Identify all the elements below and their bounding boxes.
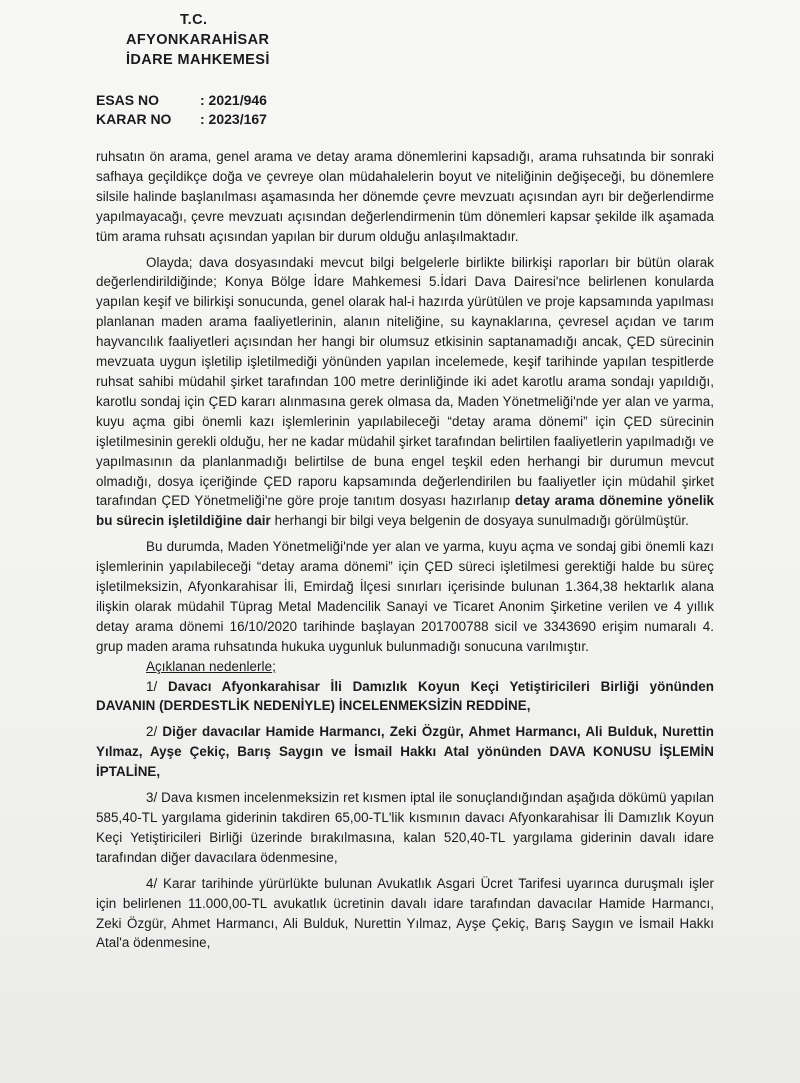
header-court: İDARE MAHKEMESİ	[126, 52, 270, 68]
header-city: AFYONKARAHİSAR	[126, 32, 270, 48]
paragraph-8: 4/ Karar tarihinde yürürlükte bulunan Avukatlık Asgari Ücret Tarifesi uyarınca duruşmalı işler için belirlenen 11.000,00-TL avukatlık ücretinin davalı idare tarafından davacılar Hamide Harmancı, Zeki Özgür, Ahmet Harmancı, Ali Bulduk, Nurettin Yılmaz, Ayşe Çekiç, Barış Saygın ve İsmail Hakkı Atal'a ödenmesine,	[96, 875, 714, 951]
paragraph-3: Bu durumda, Maden Yönetmeliği'nde yer alan ve yarma, kuyu açma ve sondaj gibi önemli kazı işlemlerinin yapılabileceği “detay arama dönemi” için ÇED süreci işletilmesi gerektiği halde bu süreç işletilmeksizin, Afyonkarahisar İli, Emirdağ İlçesi sınırları içerisinde bulunan 1.364,38 hektarlık alana ilişkin olarak müdahil Tüprag Metal Madencilik Sanayi ve Ticaret Anonim Şirketine verilen ve 4 yıllık detay arama dönemi 16/10/2020 tarihinde başlayan 201700788 sicil ve 3343690 erişim numaralı 4. grup maden arama ruhsatında hukuka uygunluk bulunmadığı sonucuna varılmıştır.	[96, 539, 714, 654]
item-1-text: Davacı Afyonkarahisar İli Damızlık Koyun Keçi Yetiştiricileri Birliği yönünden DAVANIN (DERDESTLİK NEDENİYLE) İNCELENMEKSİZİN REDDİNE,	[96, 678, 714, 714]
karar-label: KARAR NO	[96, 111, 172, 127]
item-1-number: 1/	[146, 678, 158, 694]
reasons-heading: Açıklanan nedenlerle;	[146, 658, 276, 674]
paragraph-2	[96, 253, 714, 532]
paragraph-2-text-a: Olayda; dava dosyasındaki mevcut bilgi belgelerle birlikte bilirkişi raporları bir bütün olarak değerlendirildiğinde; Konya Bölge İdare Mahkemesi 5.İdari Dava Dairesi'nce belirlenen konularda yapılan keşif ve bilirkişi sonucunda, genel olarak hal-i hazırda yürütülen ve proje kapsamında yapılması planlanan maden arama faaliyetlerinin, alanın niteliğine, su kaynaklarına, çevresel açıdan ve tarım hayvancılık faaliyetleri açısından her hangi bir olumsuz etkisinin saptanamadığı ancak, ÇED sürecinin mevzuata uygun işletilip işletilmediği yönünden yapılan incelemede, keşif tarihinde yapılan tespitlerde ruhsat sahibi müdahil şirket tarafından 100 metre derinliğinde iki adet karotlu arama sondajı yapıldığı, karotlu sondaj için ÇED kararı alınmasına gerek olmasa da, Maden Yönetmeliği'nde yer alan ve yarma, kuyu açma gibi önemli kazı işlemlerinin yapılabileceği “detay arama dönemi” için ÇED sürecinin işletilmesinin gerekli olduğu, her ne kadar müdahil şirket tarafından belirtilen faaliyetlerin yapılmadığı ve yapılmasının da planlanmadığı belirtilse de buna engel teşkil eden herhangi bir durumun mevcut olmadığı, dosya içeriğinde ÇED raporu kapsamında değerlendirilen bu faaliyetler için müdahil şirket tarafından ÇED Yönetmeliği'ne göre proje tanıtım dosyası hazırlanıp	[96, 254, 714, 509]
esas-row	[96, 91, 267, 110]
case-meta	[96, 91, 267, 129]
paragraph-6	[96, 722, 714, 782]
item-2-text: Diğer davacılar Hamide Harmancı, Zeki Özgür, Ahmet Harmancı, Ali Bulduk, Nurettin Yılmaz, Ayşe Çekiç, Barış Saygın ve İsmail Hakkı Atal yönünden DAVA KONUSU İŞLEMİN İPTALİNE,	[96, 724, 714, 780]
esas-label: ESAS NO	[96, 92, 160, 108]
karar-row	[96, 110, 267, 129]
header-tc: T.C.	[180, 12, 208, 28]
paragraph-1: ruhsatın ön arama, genel arama ve detay arama dönemlerini kapsadığı, arama ruhsatında bir sonraki safhaya geçildikçe doğa ve çevreye olan müdahalelerin boyut ve niteliğinin değişeceği, bu dönemlere silsile halinde başlanılması aşamasında her dönemde çevre mevzuatı açısından ayrı bir değerlendirme yapılmayacağı, çevre mevzuatı açısından değerlendirmenin tüm dönemleri kapsar şekilde ilk aşamada tüm arama ruhsatı açısından yapılan bir durum olduğu anlaşılmaktadır.	[96, 149, 714, 244]
paragraph-4	[96, 657, 714, 677]
karar-value: : 2023/167	[200, 111, 267, 127]
paragraph-7: 3/ Dava kısmen incelenmeksizin ret kısmen iptal ile sonuçlandığından aşağıda dökümü yapılan 585,40-TL yargılama giderinin takdiren 65,00-TL'lik kısmının davacı Afyonkarahisar İli Damızlık Koyun Keçi Yetiştiricileri Birliği üzerinde bırakılmasına, kalan 520,40-TL yargılama giderinin davalı idare tarafından diğer davacılara ödenmesine,	[96, 790, 714, 865]
paragraph-2-bold: detay arama dönemine yönelik bu sürecin işletildiğine dair	[96, 493, 714, 529]
esas-value: : 2021/946	[200, 92, 267, 108]
paragraph-2-text-b: herhangi bir bilgi veya belgenin de dosyaya sunulmadığı görülmüştür.	[270, 513, 689, 529]
court-header	[96, 10, 336, 70]
paragraph-5	[96, 677, 714, 717]
document-body	[96, 147, 714, 953]
item-2-number: 2/	[146, 724, 158, 740]
